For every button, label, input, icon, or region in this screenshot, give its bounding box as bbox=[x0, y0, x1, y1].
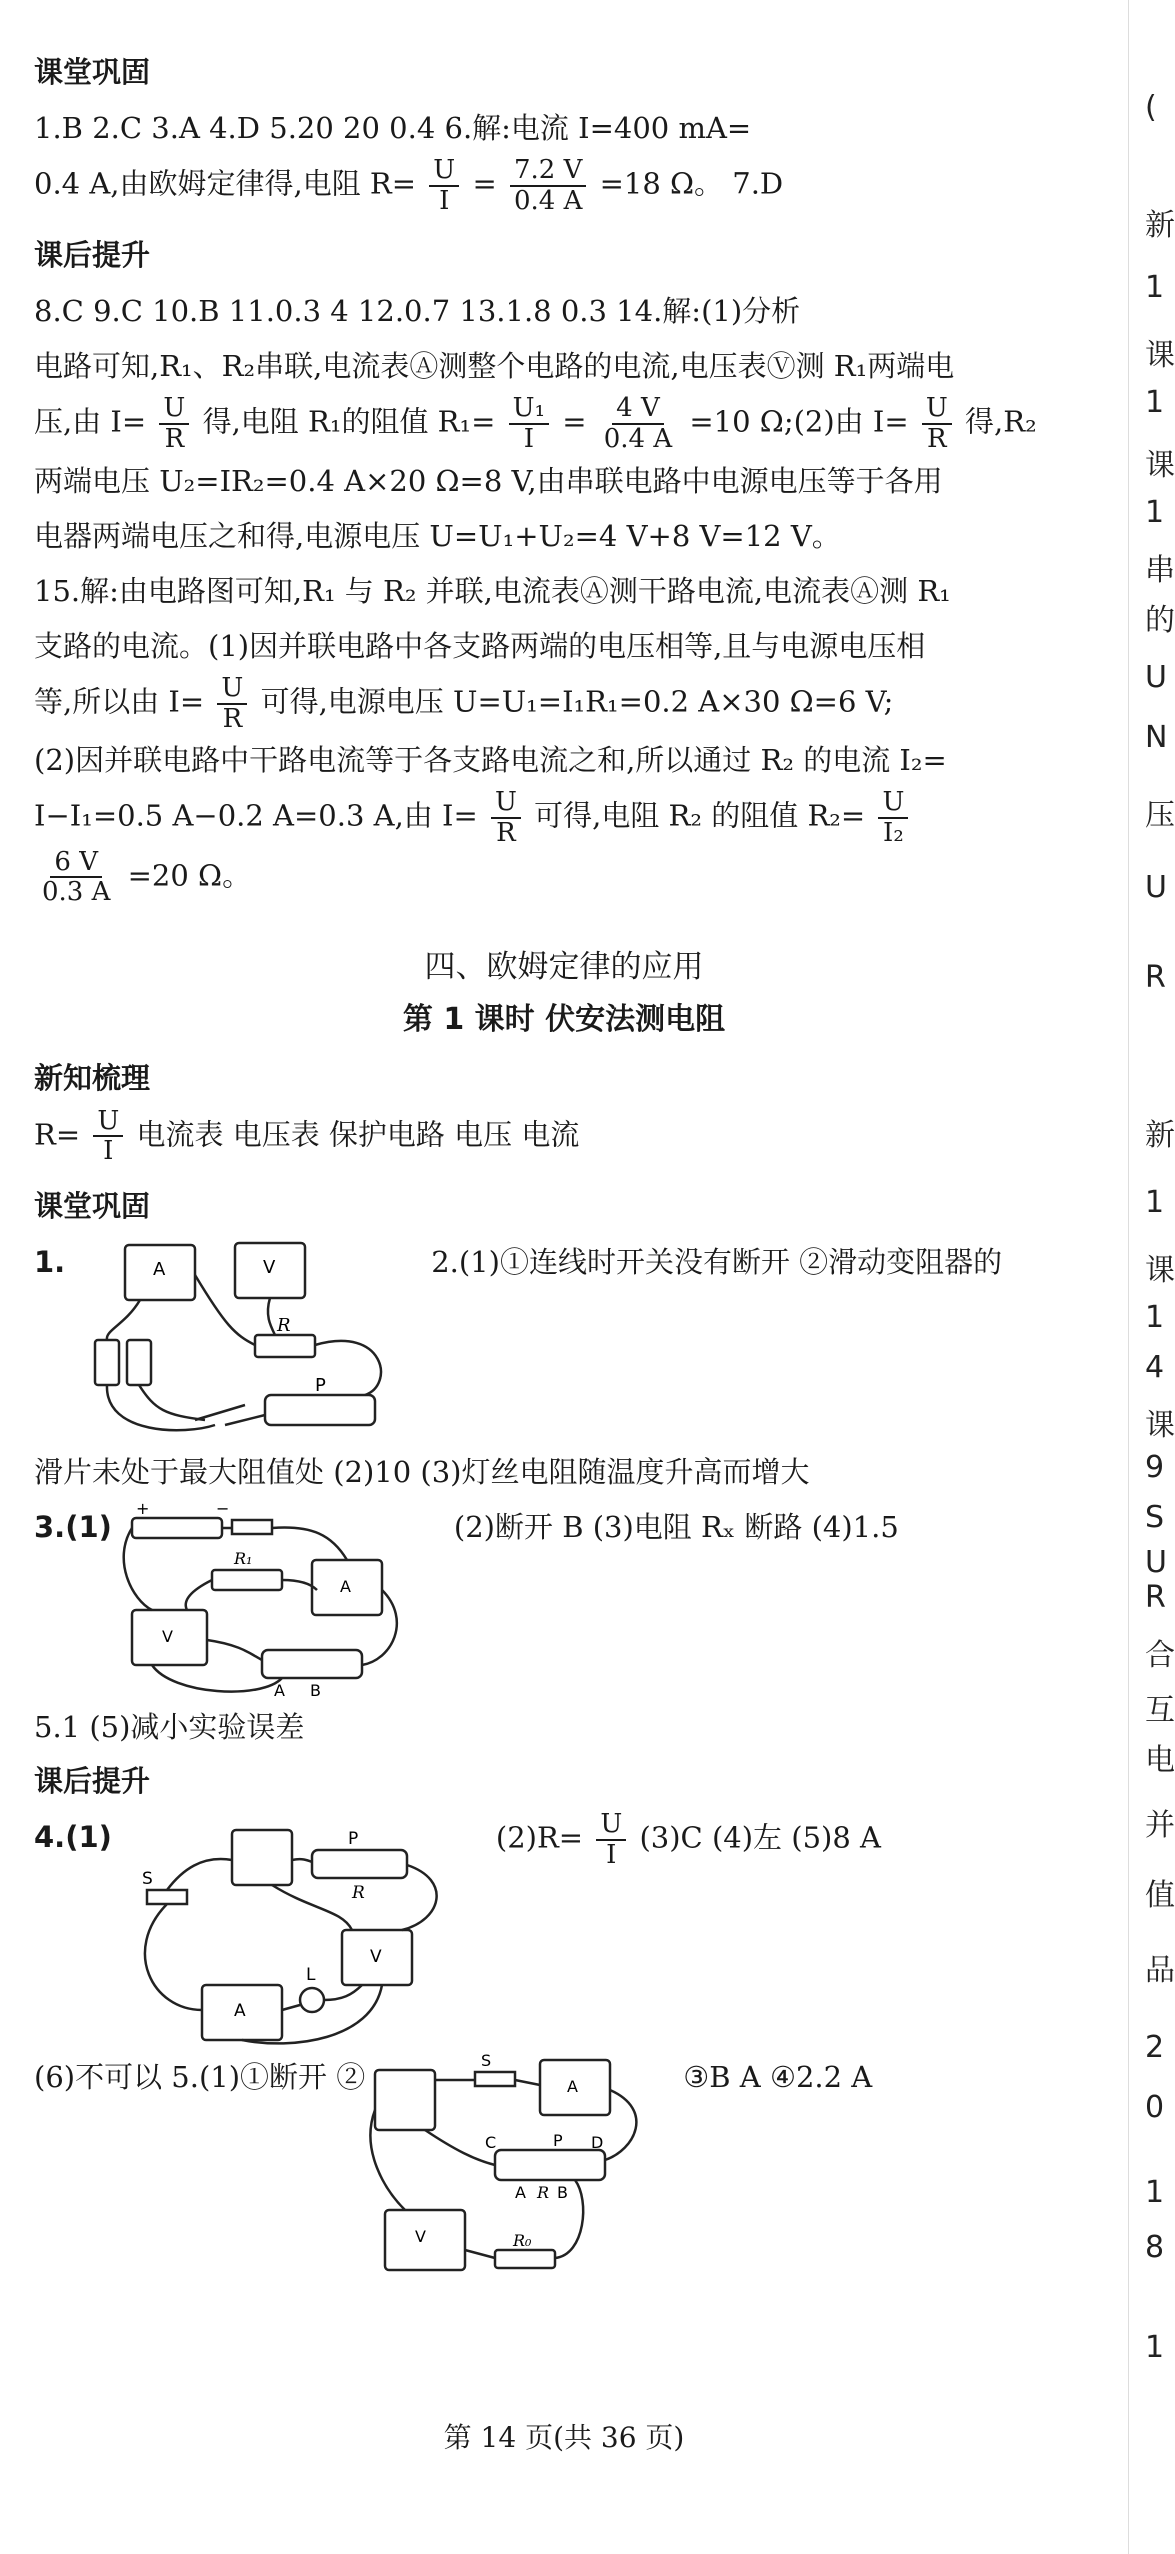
strip-char: 值 bbox=[1145, 1878, 1175, 1913]
answer-line: I−I₁=0.5 A−0.2 A=0.3 A,由 I= $\frac{U}{R}$ 可得,电阻 R₂ 的阻值 R₂= $\frac{U}{\text{I₂}}$ bbox=[34, 788, 1094, 847]
voltmeter-label: V bbox=[369, 1947, 382, 1968]
answer-line: 15.解:由电路图可知,R₁ 与 R₂ 并联,电流表Ⓐ测干路电流,电流表Ⓐ测 R₁ bbox=[34, 573, 951, 608]
section-heading-classroom-2: 课堂巩固 bbox=[34, 1188, 151, 1223]
fraction: $\frac{U}{I}$ bbox=[429, 156, 459, 215]
section-heading-after-class: 课后提升 bbox=[34, 238, 151, 273]
strip-char: 压 bbox=[1145, 798, 1175, 833]
fraction: $\frac{U}{\text{I₂}}$ bbox=[878, 788, 908, 847]
strip-char: 新 bbox=[1145, 208, 1175, 243]
answer-line: 电器两端电压之和得,电源电压 U=U₁+U₂=4 V+8 V=12 V。 bbox=[34, 518, 841, 553]
adjacent-page-strip bbox=[1128, 0, 1175, 2554]
section-heading-after-class-2: 课后提升 bbox=[34, 1764, 151, 1799]
answer-line: 8.C 9.C 10.B 11.0.3 4 12.0.7 13.1.8 0.3 14.解:(1)分析 bbox=[34, 294, 801, 329]
answer-line: 压,由 I= $\frac{U}{R}$ 得,电阻 R₁的阻值 R₁= $\frac{\text{U₁}}{I}$ = $\frac{4 V}{0.4 A}$ =10 Ω;(2)由 I= $\frac{U}{R}$ 得,R₂ bbox=[34, 393, 1037, 455]
fraction: $\frac{U}{R}$ bbox=[491, 788, 521, 847]
strip-char: U bbox=[1145, 660, 1167, 695]
strip-char: 0 bbox=[1145, 2090, 1165, 2125]
fraction: $\frac{\text{U₁}}{I}$ bbox=[509, 394, 549, 453]
strip-char: N bbox=[1145, 720, 1168, 755]
answer-line: 5.1 (5)减小实验误差 bbox=[34, 1709, 305, 1744]
strip-char: 4 bbox=[1145, 1350, 1165, 1385]
slider-label: P bbox=[347, 1829, 359, 1850]
resistor-label: R bbox=[351, 1883, 365, 1904]
terminal-a-label: A bbox=[273, 1680, 285, 1700]
terminal-b-label: B bbox=[309, 1680, 321, 1700]
resistor-label: R bbox=[537, 2183, 550, 2203]
fraction: $\frac{4 V}{0.4 A}$ bbox=[603, 393, 673, 455]
circuit-diagram-3 bbox=[112, 1500, 432, 1700]
section-heading-classroom: 课堂巩固 bbox=[34, 55, 151, 89]
answer-line: $\frac{6 V}{0.3 A}$ =20 Ω。 bbox=[34, 848, 1094, 907]
circuit-diagram-5 bbox=[365, 2050, 665, 2280]
strip-char: 课 bbox=[1145, 1408, 1175, 1443]
strip-char: 课 bbox=[1145, 448, 1175, 483]
strip-char: 1 bbox=[1145, 2330, 1165, 2365]
strip-char: 1 bbox=[1145, 1300, 1165, 1335]
ammeter-label: A bbox=[567, 2077, 579, 2097]
strip-char: R bbox=[1145, 1580, 1166, 1615]
strip-char: U bbox=[1145, 1545, 1167, 1580]
answer-row-4: 4.(1) S P R V A L (2)R= $\frac{U}{I}$ (3)C (4)左 (5)8 A bbox=[34, 1810, 1094, 2050]
strip-char: 并 bbox=[1145, 1808, 1175, 1843]
strip-char: 1 bbox=[1145, 270, 1165, 305]
strip-char: 电 bbox=[1145, 1743, 1175, 1778]
ammeter-label: A bbox=[153, 1258, 166, 1280]
r1-label: R₁ bbox=[233, 1548, 253, 1568]
strip-char: 1 bbox=[1145, 495, 1165, 530]
circuit-diagram-1 bbox=[65, 1235, 405, 1445]
slider-label: P bbox=[315, 1374, 327, 1396]
voltmeter-label: V bbox=[415, 2227, 427, 2247]
answer-row-3: 3.(1) + − R₁ A V A B (2)断开 B (3)电阻 Rₓ 断路 (4)1.5 bbox=[34, 1498, 899, 1700]
answer-row-5: (6)不可以 5.(1)①断开 ② S A C P D A R B V R₀ ③B A ④2.2 A bbox=[34, 2050, 1094, 2280]
strip-char: 1 bbox=[1145, 2175, 1165, 2210]
answer-row-1: 1. A V R P 2.(1)①连线时开关没有断开 ②滑动变阻器的 bbox=[34, 1235, 1094, 1445]
answer-line: 滑片未处于最大阻值处 (2)10 (3)灯丝电阻随温度升高而增大 bbox=[34, 1454, 810, 1489]
strip-char: 课 bbox=[1145, 1253, 1175, 1288]
answer-line: 电路可知,R₁、R₂串联,电流表Ⓐ测整个电路的电流,电压表Ⓥ测 R₁两端电 bbox=[34, 349, 955, 384]
fraction: $\frac{U}{I}$ bbox=[596, 1810, 626, 1869]
section-heading-new-knowledge: 新知梳理 bbox=[34, 1060, 151, 1095]
strip-char: 1 bbox=[1145, 385, 1165, 420]
ammeter-label: A bbox=[233, 2001, 246, 2022]
circuit-diagram-4 bbox=[112, 1810, 482, 2050]
answer-column bbox=[34, 50, 1094, 2280]
lesson-title: 第 1 课时 伏安法测电阻 bbox=[402, 1001, 726, 1037]
strip-char: S bbox=[1145, 1500, 1165, 1535]
strip-char: ( bbox=[1145, 90, 1157, 125]
strip-char: R bbox=[1145, 960, 1166, 995]
strip-char: 课 bbox=[1145, 338, 1175, 373]
fraction: $\frac{U}{R}$ bbox=[922, 394, 952, 453]
strip-char: 9 bbox=[1145, 1450, 1165, 1485]
fraction: $\frac{U}{R}$ bbox=[217, 674, 247, 733]
strip-char: 2 bbox=[1145, 2030, 1165, 2065]
slider-label: P bbox=[553, 2131, 563, 2151]
terminal-b-label: B bbox=[557, 2183, 569, 2203]
minus-label: − bbox=[215, 1498, 230, 1518]
ammeter-label: A bbox=[339, 1576, 351, 1596]
voltmeter-label: V bbox=[263, 1256, 276, 1278]
lamp-label: L bbox=[305, 1965, 316, 1986]
terminal-c-label: C bbox=[485, 2133, 497, 2153]
strip-char: 的 bbox=[1145, 603, 1175, 638]
answer-line: 1.B 2.C 3.A 4.D 5.20 20 0.4 6.解:电流 I=400 mA= bbox=[34, 111, 752, 145]
chapter-title: 四、欧姆定律的应用 bbox=[424, 948, 704, 985]
answer-line: 两端电压 U₂=IR₂=0.4 A×20 Ω=8 V,由串联电路中电源电压等于各用 bbox=[34, 463, 943, 498]
strip-char: U bbox=[1145, 870, 1167, 905]
switch-label: S bbox=[141, 1869, 153, 1890]
answer-line: 支路的电流。(1)因并联电路中各支路两端的电压相等,且与电源电压相 bbox=[34, 628, 926, 663]
strip-char: 互 bbox=[1145, 1693, 1175, 1728]
terminal-a-label: A bbox=[515, 2183, 527, 2203]
strip-char: 新 bbox=[1145, 1118, 1175, 1153]
r0-label: R₀ bbox=[513, 2231, 532, 2251]
switch-label: S bbox=[481, 2051, 492, 2071]
answer-line: 等,所以由 I= $\frac{U}{R}$ 可得,电源电压 U=U₁=I₁R₁=0.2 A×30 Ω=6 V; bbox=[34, 673, 894, 734]
resistor-label: R bbox=[277, 1314, 291, 1336]
strip-char: 1 bbox=[1145, 1185, 1165, 1220]
fraction: $\frac{U}{R}$ bbox=[159, 394, 189, 453]
page-footer: 第 14 页(共 36 页) bbox=[443, 2421, 685, 2454]
strip-char: 串 bbox=[1145, 553, 1175, 588]
answer-line: R= $\frac{U}{I}$ 电流表 电压表 保护电路 电压 电流 bbox=[34, 1105, 580, 1167]
strip-char: 8 bbox=[1145, 2230, 1165, 2265]
strip-char: 合 bbox=[1145, 1638, 1175, 1673]
plus-label: + bbox=[135, 1498, 150, 1518]
answer-line: (2)因并联电路中干路电流等于各支路电流之和,所以通过 R₂ 的电流 I₂= bbox=[34, 743, 947, 778]
answer-line: 0.4 A,由欧姆定律得,电阻 R= $\frac{U}{I}$ = $\frac{7.2 V}{0.4 A}$ =18 Ω。 7.D bbox=[34, 155, 784, 216]
fraction: $\frac{U}{I}$ bbox=[93, 1107, 123, 1166]
strip-char: 品 bbox=[1145, 1953, 1175, 1988]
fraction: $\frac{7.2 V}{0.4 A}$ bbox=[510, 156, 586, 215]
voltmeter-label: V bbox=[161, 1626, 173, 1646]
terminal-d-label: D bbox=[591, 2133, 604, 2153]
fraction: $\frac{6 V}{0.3 A}$ bbox=[42, 846, 111, 908]
